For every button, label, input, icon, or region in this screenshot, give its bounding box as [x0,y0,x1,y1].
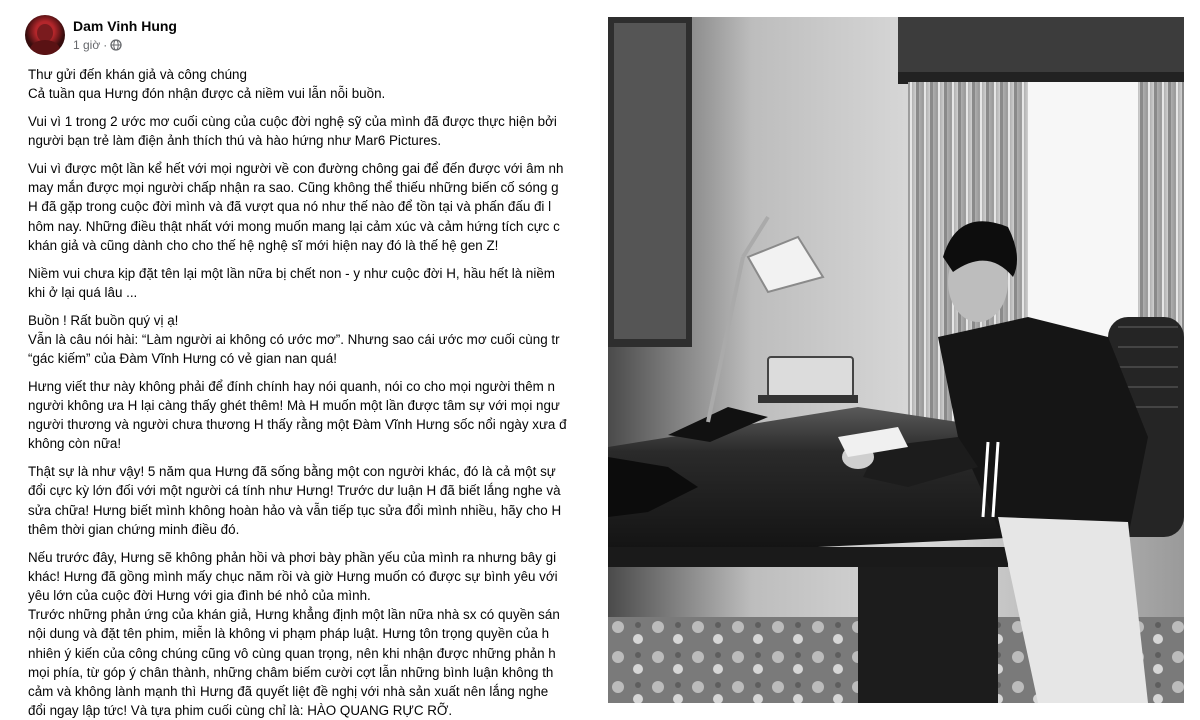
clock-base [758,395,858,403]
post-paragraph [28,65,596,103]
avatar[interactable] [25,15,65,55]
post-text-line: Buồn ! Rất buồn quý vị ạ! [28,312,179,328]
post-paragraph [28,548,596,606]
post-text-line: khán giả và cũng dành cho cho thế hệ nghệ sĩ mới hiện nay đó là thế hệ gen Z! [28,237,499,253]
post-text-line: Cả tuần qua Hưng đón nhận được cả niềm vui lẫn nỗi buồn. [28,86,386,102]
post-text-line: Thật sự là như vậy! 5 năm qua Hưng đã sống bằng một con người khác, đó là cả một sự [28,464,556,480]
post-paragraph [28,311,596,369]
post-text-line: khi ở lại quá lâu ... [28,284,138,300]
post-text-line: hôm nay. Những điều thật nhất với mong muốn mang lại cảm xúc và cảm hứng tích cực c [28,218,560,234]
globe-icon[interactable] [110,39,122,51]
divider [596,0,608,720]
post-text-line: Hưng viết thư này không phải để đính chính hay nói quanh, nói co cho mọi người thêm n [28,378,555,394]
post-paragraph [28,377,596,454]
author-name[interactable]: Dam Vinh Hung [73,18,177,34]
desk-leg [858,567,998,703]
post-paragraph [28,112,596,150]
mirror [614,23,686,339]
post-text-line: người không ưa H lại càng thấy ghét thêm! Mà H muốn một lần được tâm sự với mọi ngư [28,398,560,414]
post-text-line: yêu lớn của cuộc đời Hưng với gia đình bé nhỏ của mình. [28,588,371,604]
post-text-line: không còn nữa! [28,436,122,452]
post-text-line: nội dung và đặt tên phim, miễn là không vi phạm pháp luật. Hưng tôn trọng quyền của h [28,626,550,642]
avatar-shoulders [30,40,60,55]
post-text-line: Nếu trước đây, Hưng sẽ không phản hồi và phơi bày phần yếu của mình ra nhưng bây gi [28,549,557,565]
post-text-line: người thương và người chưa thương H thấy rằng một Đàm Vĩnh Hưng sốc nổi ngày xưa đ [28,417,567,433]
meta-separator: · [103,38,108,52]
post-paragraph [28,159,596,255]
post-text-line: Vẫn là câu nói hài: “Làm người ai không có ước mơ”. Nhưng sao cái ước mơ cuối cùng tr [28,331,560,347]
facebook-post [0,0,596,720]
desk-edge [608,547,1008,567]
post-text-line: cảm và không lành mạnh thì Hưng đã quyết liệt đề nghị với nhà sản xuất nên lắng nghe [28,684,549,700]
post-text-line: nhiên ý kiến của công chúng cũng vô cùng quan trọng, nên khi nhận được những phản h [28,645,556,661]
photo[interactable] [608,17,1184,703]
post-text-line: may mắn được mọi người chấp nhận ra sao. Cũng không thể thiếu những biến cố sóng g [28,180,559,196]
post-text-line: Vui vì được một lần kể hết với mọi người về con đường chông gai để đến được với âm nh [28,161,564,176]
post-text-line: Trước những phản ứng của khán giả, Hưng khẳng định một lần nữa nhà sx có quyền sán [28,607,560,623]
post-text-line: đổi ngay lập tức! Và tựa phim cuối cùng chỉ là: HÀO QUANG RỰC RỠ. [28,703,453,719]
photo-man-writing-at-desk [608,17,1184,703]
post-text-line: H đã gặp trong cuộc đời mình và đã vượt qua nó như thế nào để tồn tại và phấn đấu đi l [28,199,552,215]
post-text [28,65,596,720]
post-text-line: khác! Hưng đã gồng mình mấy chục năm rồi và giờ Hưng muốn có được sự bình yêu với [28,568,558,584]
post-text-line: Niềm vui chưa kịp đặt tên lại một lần nữa bị chết non - y như cuộc đời H, hầu hết là niềm [28,265,555,281]
post-text-line: Thư gửi đến khán giả và công chúng [28,67,247,82]
post-text-line: sửa chữa! Hưng biết mình không hoàn hảo và vẫn tiếp tục sửa đổi mình nhiều, hãy cho H [28,502,562,518]
post-text-line: người bạn trẻ làm điện ảnh thích thú và hào hứng như Mar6 Pictures. [28,133,442,149]
curtain-valance [898,17,1184,77]
post-text-line: thêm thời gian chứng minh điều đó. [28,521,240,537]
post-paragraph [28,264,596,302]
desk-clock [768,357,853,397]
post-text-line: mọi phía, từ góp ý chân thành, những châm biếm cười cợt lẫn những bình luận không th [28,664,554,680]
post-text-line: Vui vì 1 trong 2 ước mơ cuối cùng của cuộc đời nghệ sỹ của mình đã được thực hiện bởi [28,114,557,129]
post-paragraph [28,605,596,720]
post-text-line: “gác kiếm” của Đàm Vĩnh Hưng có vẻ gian nan quá! [28,351,337,367]
post-time[interactable]: 1 giờ [73,38,101,52]
post-text-line: đổi cực kỳ lớn đối với một người cá tính như Hưng! Trước dư luận H đã biết lắng nghe và [28,483,561,499]
post-paragraph [28,462,596,539]
post-meta [73,38,122,52]
